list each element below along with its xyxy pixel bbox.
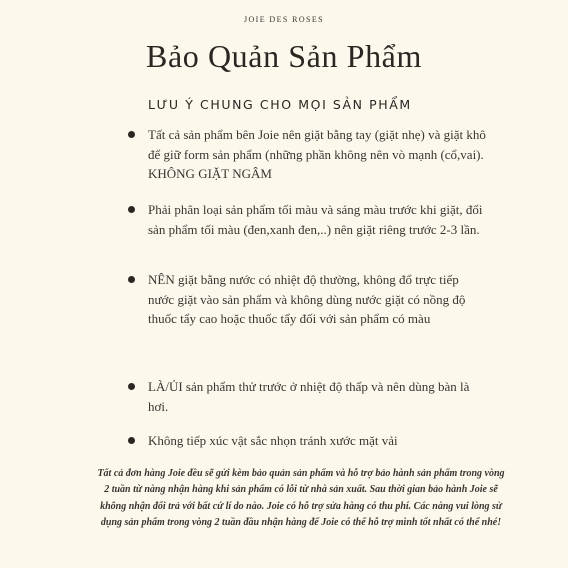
list-item-text: LÀ/ỦI sản phẩm thử trước ở nhiệt độ thấp và nên dùng bàn là hơi. xyxy=(148,379,470,414)
warranty-footnote: Tất cả đơn hàng Joie đều sẽ gửi kèm bảo quản sản phẩm và hỗ trợ bảo hành sản phẩm trong vòng 2 tuần từ nàng nhận hàng khi sản phẩm có lỗi từ nhà sản xuất. Sau thời gian bảo hành Joie sẽ không nhận đổi trả với bất cứ lí do nào. Joie có hỗ trợ sửa hàng có thu phí. Các nàng vui lòng sử dụng sản phẩm trong vòng 2 tuần đầu nhận hàng để Joie có thể hỗ trợ mình tốt nhất có thể nhé! xyxy=(97,468,505,529)
brand-name: JOIE DES ROSES xyxy=(243,15,325,24)
list-item-text: Tất cả sản phẩm bên Joie nên giặt bằng tay (giặt nhẹ) và giặt khô để giữ form sản phẩm (những phần không nên vò mạnh (cổ,vai). KHÔNG GIẶT NGÂM xyxy=(148,127,486,181)
list-item-text: Không tiếp xúc vật sắc nhọn tránh xước mặt vải xyxy=(148,433,398,448)
list-item-text: Phải phân loại sản phẩm tối màu và sáng màu trước khi giặt, đối sản phẩm tối màu (đen,xanh đen,..) nên giặt riêng trước 2-3 lần. xyxy=(148,202,483,237)
bullet-icon xyxy=(128,383,135,390)
bullet-icon xyxy=(128,437,135,444)
page-title: Bảo Quản Sản Phẩm xyxy=(146,38,422,74)
list-item-text: NÊN giặt bằng nước có nhiệt độ thường, không đổ trực tiếp nước giặt vào sản phẩm và không dùng nước giặt có nồng độ thuốc tẩy cao hoặc thuốc tẩy đối với sản phẩm có màu xyxy=(148,272,466,326)
section-heading: LƯU Ý CHUNG CHO MỌI SẢN PHẨM xyxy=(148,97,412,112)
bullet-icon xyxy=(128,131,135,138)
bullet-icon xyxy=(128,276,135,283)
bullet-icon xyxy=(128,206,135,213)
